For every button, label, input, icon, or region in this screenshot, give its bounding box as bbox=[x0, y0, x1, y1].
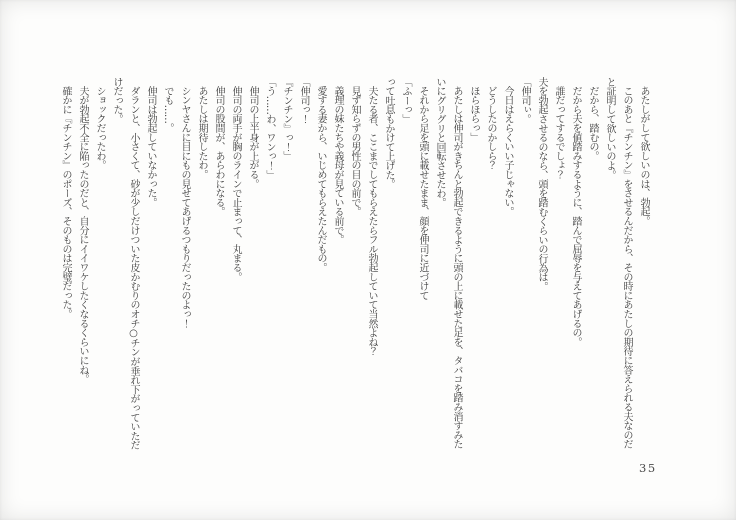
text-line: いにグリグリと回転させたわ。 bbox=[434, 77, 445, 208]
text-line: 夫が勃起不全に陥ったのだと、自分にイイワケしたくなるくらいにね。 bbox=[77, 86, 88, 384]
text-line: あたしがして欲しいのは、勃起。 bbox=[638, 86, 649, 226]
text-line: 「う……わ、ワンっ！」 bbox=[264, 77, 275, 180]
text-line: でも……。 bbox=[162, 86, 173, 133]
page-number: 35 bbox=[639, 461, 657, 475]
text-line: って吐息もかけて上げた。 bbox=[383, 77, 394, 189]
text-line: 義理の妹たちや義母が見ている前で。 bbox=[332, 86, 343, 245]
text-line: 『チンチン』っ！」 bbox=[281, 77, 292, 161]
text-line: ショックだったわ。 bbox=[94, 86, 105, 170]
text-line: 伸司の上半身が上がる。 bbox=[247, 86, 258, 189]
text-line: どうしたのかしら？ bbox=[485, 86, 496, 170]
text-line: 確かに『チンチン』のポーズ、そのものは完璧だった。 bbox=[60, 86, 71, 319]
text-line: 「伸司ぃ。 bbox=[519, 77, 530, 124]
text-line: 「伸司っ！ bbox=[298, 77, 309, 124]
text-line: 伸司の両手が胸のラインで止まって、丸まる。 bbox=[230, 86, 241, 282]
text-line: 伸司は勃起していなかった。 bbox=[145, 86, 156, 208]
text-line: それから足を頭に載せたまま、顔を伸司に近づけて bbox=[417, 86, 428, 301]
text-line: ダランと、小さくて、砂が少しだけついた皮かむりのオチ○チンが垂れ下がっていただ bbox=[128, 86, 139, 450]
text-line: と証明して欲しいのよ。 bbox=[604, 77, 615, 180]
text-line: けだった。 bbox=[111, 77, 122, 124]
text-line: 誰だってするでしょ？ bbox=[553, 86, 564, 180]
text-line: だから、踏むの。 bbox=[587, 86, 598, 161]
text-line: ほらほらっ」 bbox=[468, 86, 479, 143]
text-line: 「ふーっ」 bbox=[400, 77, 411, 124]
text-line: あたしは伸司がきちんと勃起できるように頭の上に載せた足を、タバコを踏み消すみた bbox=[451, 86, 462, 449]
text-line: あたしは期待したわ。 bbox=[196, 86, 207, 180]
text-line: 今日はえらくいい子じゃない。 bbox=[502, 86, 513, 217]
vertical-text-block bbox=[57, 77, 652, 489]
text-line: 夫たる者、ここまでしてもらえたらフル勃起していて当然よね？ bbox=[366, 86, 377, 356]
text-line: シンヤさんに目にもの見せてあげるつもりだったのよっ！ bbox=[179, 86, 190, 329]
text-line: だから夫を値踏みするように、踏んで屈辱を与えてあげるの。 bbox=[570, 86, 581, 347]
text-line: 見ず知らずの男性の目の前で。 bbox=[349, 86, 360, 217]
text-line: このあと『チンチン』をさせるんだから、その時にあたしの期待に答えられる夫なのだ bbox=[621, 86, 632, 449]
text-line: 伸司の股間が、あらわになる。 bbox=[213, 86, 224, 217]
text-line: 夫を勃起させるのなら、頭を踏むくらいの行為は。 bbox=[536, 77, 547, 291]
text-line: 愛する妻から、いじめてもらえたんだもの。 bbox=[315, 86, 326, 273]
